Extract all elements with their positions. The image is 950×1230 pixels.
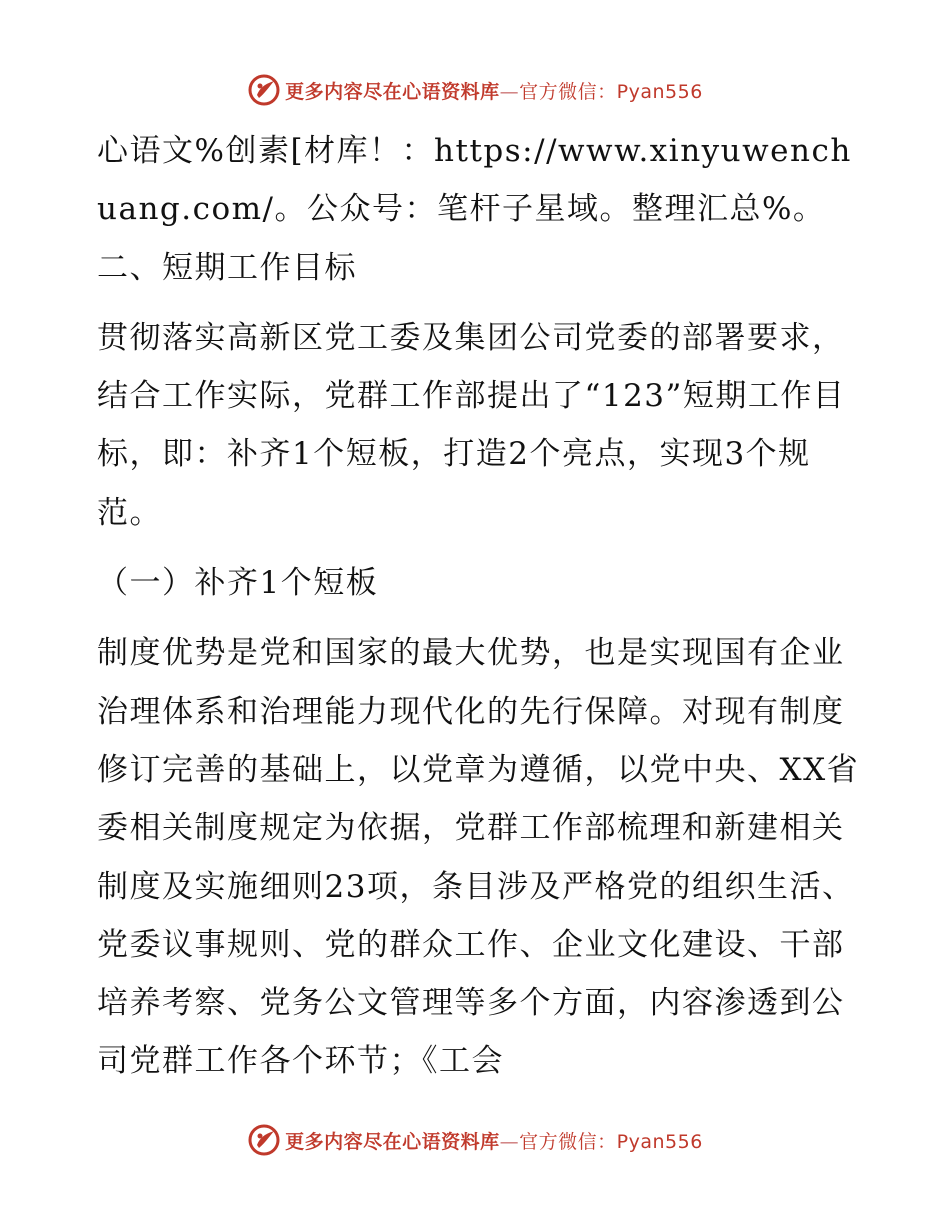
document-body [97,122,867,1091]
brand-logo-icon [247,73,281,107]
banner-main-text: 更多内容尽在心语资料库 [285,1130,500,1153]
header-banner [0,70,950,110]
banner-separator: — [499,80,520,103]
footer-banner [0,1120,950,1160]
banner-text [285,1127,703,1154]
section-heading: （一）补齐1个短板 [97,565,379,602]
banner-text [285,77,703,104]
banner-separator: — [499,1130,520,1153]
paragraph-body: 制度优势是党和国家的最大优势，也是实现国有企业治理体系和治理能力现代化的先行保障。对现有制度修订完善的基础上，以党章为遵循，以党中央、XX省委相关制度规定为依据，党群工作部梳理和新建相关制度及实施细则23项，条目涉及严格党的组织生活、党委议事规则、党的群众工作、企业文化建设、干部培养考察、党务公文管理等多个方面，内容渗透到公司党群工作各个环节；《工会 [97,635,860,1080]
banner-wechat-text: 官方微信：Pyan556 [519,80,703,103]
brand-logo-icon [247,1123,281,1157]
paragraph-intro: 心语文%创素[材库！：https://www.xinyuwenchuang.com/。公众号：笔杆子星域。整理汇总%。二、短期工作目标 [97,133,852,286]
banner-main-text: 更多内容尽在心语资料库 [285,80,500,103]
banner-wechat-text: 官方微信：Pyan556 [519,1130,703,1153]
paragraph-goal-summary: 贯彻落实高新区党工委及集团公司党委的部署要求，结合工作实际，党群工作部提出了“123”短期工作目标，即：补齐1个短板，打造2个亮点，实现3个规范。 [97,319,846,531]
